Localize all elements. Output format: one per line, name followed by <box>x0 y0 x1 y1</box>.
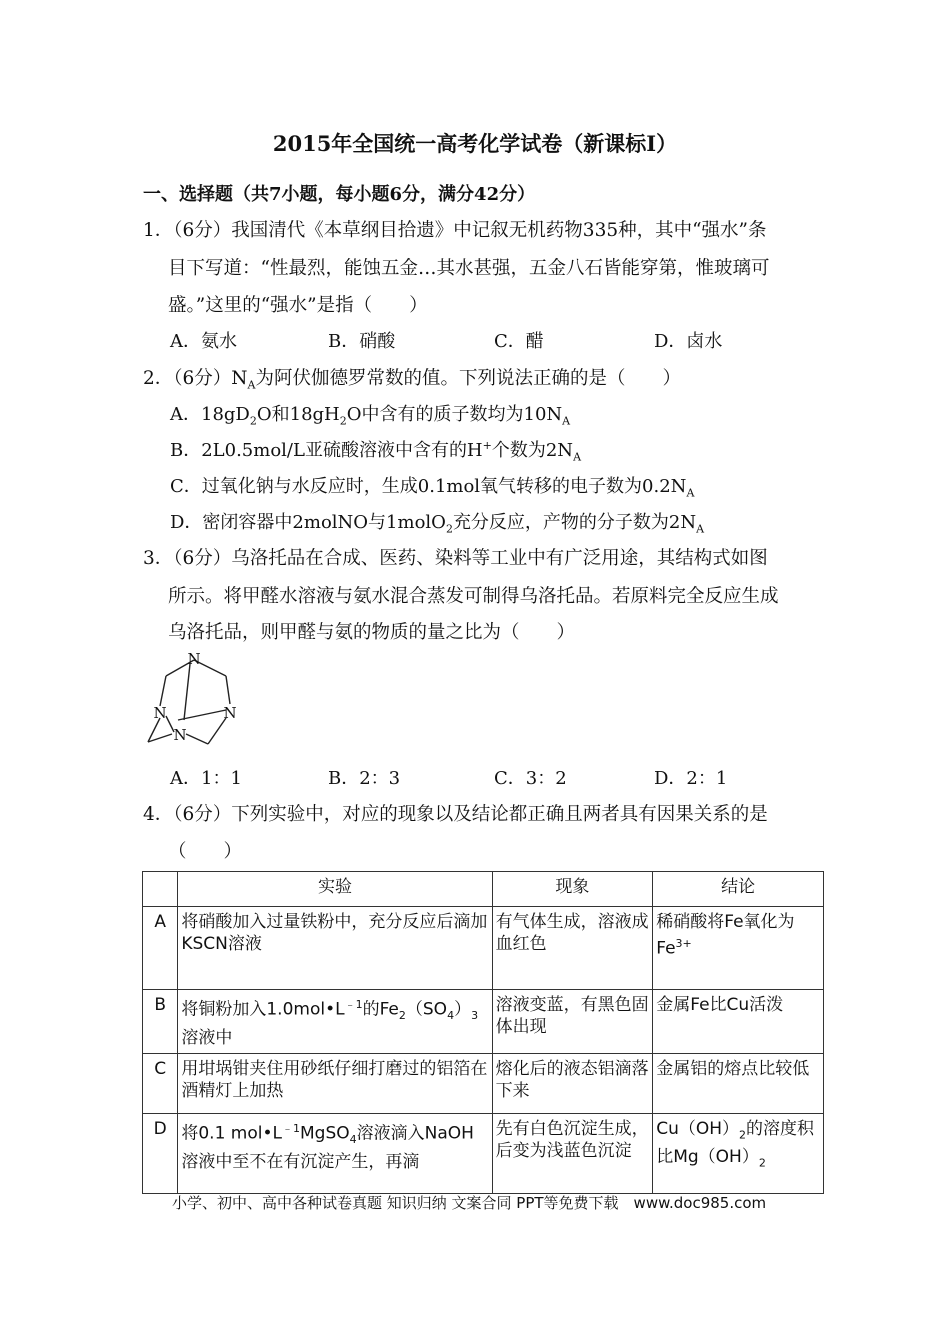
conclusion-cell: 稀硝酸将Fe氧化为 $Fe^{3+}$ <box>653 907 824 990</box>
q2-option-d: D．密闭容器中2molNO与1molO$_2$充分反应，产物的分子数为$2N_A$ <box>170 512 705 536</box>
table-row <box>143 990 824 1054</box>
row-label: D <box>143 1114 178 1194</box>
table-header-row <box>143 872 824 907</box>
q1-option-d: D．卤水 <box>654 331 723 352</box>
experiment-cell: 将0.1 $mol•L^{﹣1}MgSO_4$溶液滴入NaOH溶液中至不在有沉淀产生，再滴 <box>178 1114 492 1194</box>
q1-option-b: B．硝酸 <box>328 331 396 352</box>
section-heading: 一、选择题（共7小题，每小题6分，满分42分） <box>143 184 536 205</box>
conclusion-cell: 金属Fe比Cu活泼 <box>653 990 824 1054</box>
q4-line-2: （ ） <box>168 841 243 862</box>
q2-option-b: B．2L0.5mol/L亚硫酸溶液中含有的H+个数为$2N_A$ <box>170 439 582 464</box>
page-footer: 小学、初中、高中各种试卷真题 知识归纳 文案合同 PPT等免费下载 www.doc985.com <box>172 1194 767 1212</box>
header-experiment: 实验 <box>178 872 492 907</box>
q1-line-2: 目下写道：“性最烈，能蚀五金…其水甚强，五金八石皆能穿第，惟玻璃可 <box>168 258 770 279</box>
page-title: 2015年全国统一高考化学试卷（新课标I） <box>272 131 678 156</box>
table-row <box>143 1114 824 1194</box>
row-label: C <box>143 1054 178 1114</box>
header-conclusion: 结论 <box>653 872 824 907</box>
experiment-table <box>142 871 824 1194</box>
q3-line-1: 3．（6分）乌洛托品在合成、医药、染料等工业中有广泛用途，其结构式如图 <box>143 548 768 569</box>
q1-line-1: 1．（6分）我国清代《本草纲目拾遗》中记叙无机药物335种，其中“强水”条 <box>143 220 767 241</box>
hexamine-structure <box>138 646 248 748</box>
conclusion-cell: $Cu(OH)_2$的溶度积比$Mg(OH)_2$ <box>653 1114 824 1194</box>
header-blank <box>143 872 178 907</box>
experiment-cell: 将硝酸加入过量铁粉中，充分反应后滴加KSCN溶液 <box>178 907 492 990</box>
q3-option-d: D．2：1 <box>654 768 728 789</box>
atom-label-n-top: N <box>187 650 201 668</box>
table-row <box>143 1054 824 1114</box>
experiment-cell: 将铜粉加入$1.0mol•L^{﹣1}$的$Fe_2(SO_4)_3$溶液中 <box>178 990 492 1054</box>
q2-stem: 2．（6分）$N_A$为阿伏伽德罗常数的值。下列说法正确的是（ ） <box>143 368 681 392</box>
header-phenomenon: 现象 <box>492 872 653 907</box>
q3-option-b: B．2：3 <box>328 768 401 789</box>
row-label: B <box>143 990 178 1054</box>
q2-option-a: A．$18gD_2O$和$18gH_2O$中含有的质子数均为$10N_A$ <box>170 404 571 428</box>
conclusion-cell: 金属铝的熔点比较低 <box>653 1054 824 1114</box>
atom-label-n-bottom: N <box>173 726 187 744</box>
q1-option-a: A．氨水 <box>170 331 237 352</box>
phenomenon-cell: 有气体生成，溶液成血红色 <box>492 907 653 990</box>
q3-option-c: C．3：2 <box>494 768 567 789</box>
atom-label-n-left: N <box>153 704 167 722</box>
q1-line-3: 盛。”这里的“强水”是指（ ） <box>168 295 428 316</box>
q4-line-1: 4．（6分）下列实验中，对应的现象以及结论都正确且两者具有因果关系的是 <box>143 804 768 825</box>
q3-option-a: A．1：1 <box>170 768 242 789</box>
table-row <box>143 907 824 990</box>
q2-option-c: C．过氧化钠与水反应时，生成0.1mol氧气转移的电子数为$0.2N_A$ <box>170 476 695 500</box>
q3-line-2: 所示。将甲醛水溶液与氨水混合蒸发可制得乌洛托品。若原料完全反应生成 <box>168 586 779 607</box>
phenomenon-cell: 熔化后的液态铝滴落下来 <box>492 1054 653 1114</box>
q3-line-3: 乌洛托品，则甲醛与氨的物质的量之比为（ ） <box>168 622 576 643</box>
row-label: A <box>143 907 178 990</box>
experiment-cell: 用坩埚钳夹住用砂纸仔细打磨过的铝箔在酒精灯上加热 <box>178 1054 492 1114</box>
atom-label-n-right: N <box>223 704 237 722</box>
phenomenon-cell: 先有白色沉淀生成，后变为浅蓝色沉淀 <box>492 1114 653 1194</box>
q1-option-c: C．醋 <box>494 331 544 352</box>
phenomenon-cell: 溶液变蓝，有黑色固体出现 <box>492 990 653 1054</box>
